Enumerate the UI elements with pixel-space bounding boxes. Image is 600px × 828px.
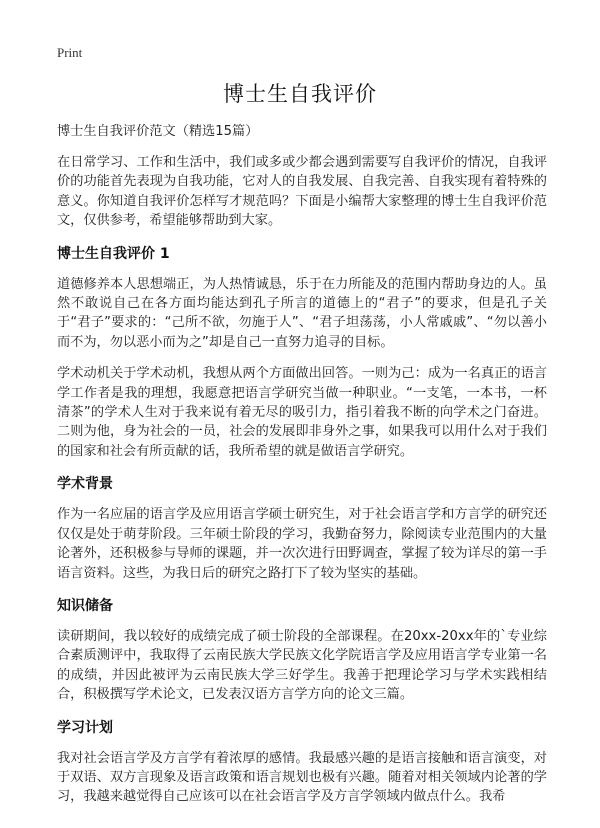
section-heading-study-plan: 学习计划 [57, 719, 113, 736]
article-body [57, 122, 547, 819]
study-plan-paragraph: 我对社会语言学及方言学有着浓厚的感情。我最感兴趣的是语言接触和语言演变，对于双语、双方言现象及语言政策和语言规划也极有兴趣。随着对相关领域内论著的学习，我越来越觉得自己应该可以在社会语言学及方言学领域内做点什么。我希 [57, 750, 547, 805]
section-heading-1: 博士生自我评价 1 [57, 245, 170, 262]
subtitle: 博士生自我评价范文（精选15篇） [57, 124, 259, 139]
section-heading-knowledge-reserve: 知识储备 [57, 597, 113, 614]
section-heading-academic-background: 学术背景 [57, 476, 113, 493]
section-1-paragraph-2: 学术动机关于学术动机，我想从两个方面做出回答。一则为己：成为一名真正的语言学工作者是我的理想，我愿意把语言学研究当做一种职业。“一支笔，一本书，一杯清茶”的学术人生对于我来说有着无尽的吸引力，指引着我不断的向学术之门奋进。二则为他，身为社会的一员，社会的发展即非身外之事，如果我可以用什么对于我们的国家和社会有所贡献的话，我所希望的就是做语言学研究。 [57, 366, 547, 459]
print-link[interactable]: Print [57, 45, 83, 60]
intro-paragraph: 在日常学习、工作和生活中，我们或多或少都会遇到需要写自我评价的情况，自我评价的功能首先表现为自我功能，它对人的自我发展、自我完善、自我实现有着特殊的意义。你知道自我评价怎样写才规范吗？下面是小编帮大家整理的博士生自我评价范文，仅供参考，希望能够帮助到大家。 [57, 155, 547, 229]
knowledge-reserve-paragraph: 读研期间，我以较好的成绩完成了硕士阶段的全部课程。在20xx-20xx年的`专业综合素质测评中，我取得了云南民族大学民族文化学院语言学及应用语言学专业第一名的成绩，并因此被评为云南民族大学三好学生。我善于把理论学习与学术实践相结合，积极撰写学术论文，已发表汉语方言学方向的论文三篇。 [57, 628, 547, 703]
section-1-paragraph-1: 道德修养本人思想端正，为人热情诚恳，乐于在力所能及的范围内帮助身边的人。虽然不敢说自己在各方面均能达到孔子所言的道德上的“君子”的要求，但是孔子关于“君子”要求的：“己所不欲，勿施于人”、“君子坦荡荡，小人常戚戚”、“勿以善小而不为，勿以恶小而为之”却是自己一直努力追寻的目标。 [57, 276, 547, 350]
page-title: 博士生自我评价 [223, 82, 377, 106]
academic-background-paragraph: 作为一名应届的语言学及应用语言学硕士研究生，对于社会语言学和方言学的研究还仅仅是处于萌芽阶段。三年硕士阶段的学习，我勤奋努力，除阅读专业范围内的大量论著外，还积极参与导师的课题，并一次次进行田野调查，掌握了较为详尽的第一手语言资料。这些，为我日后的研究之路打下了较为坚实的基础。 [57, 507, 547, 581]
